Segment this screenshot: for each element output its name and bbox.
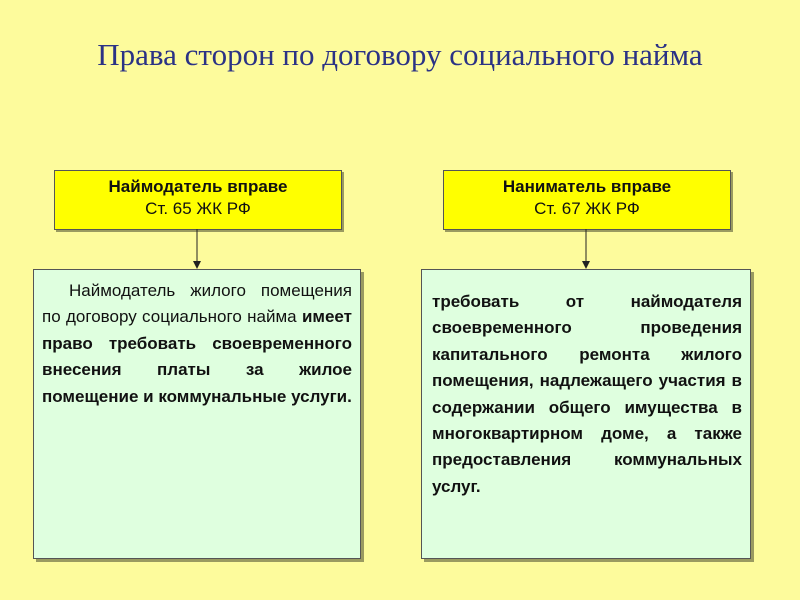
tenant-rights-text: требовать от наймодателя своевременного проведения капитального ремонта жилого помещения, надлежащего участия в содержании общего имущества в многоквартирном доме, а также предоставления коммунальных услуг. xyxy=(432,292,742,496)
tenant-article: Ст. 67 ЖК РФ xyxy=(534,199,640,218)
landlord-text-regular: Наймодатель жилого помещения по договору социального найма xyxy=(42,281,352,327)
page-title: Права сторон по договору социального найма xyxy=(97,37,703,72)
landlord-header-box xyxy=(54,170,342,230)
tenant-header-box xyxy=(443,170,731,230)
landlord-arrow xyxy=(193,229,201,269)
landlord-heading: Наймодатель вправе xyxy=(108,177,288,196)
tenant-heading: Наниматель вправе xyxy=(502,177,672,196)
landlord-text-bold: имеет право требовать своевременного внесения платы за жилое помещение и коммунальные услуги. xyxy=(42,307,352,406)
landlord-rights-text xyxy=(42,278,352,410)
landlord-article: Ст. 65 ЖК РФ xyxy=(145,199,251,218)
tenant-rights-box xyxy=(421,269,751,559)
tenant-arrow xyxy=(582,229,590,269)
landlord-rights-box xyxy=(33,269,361,559)
